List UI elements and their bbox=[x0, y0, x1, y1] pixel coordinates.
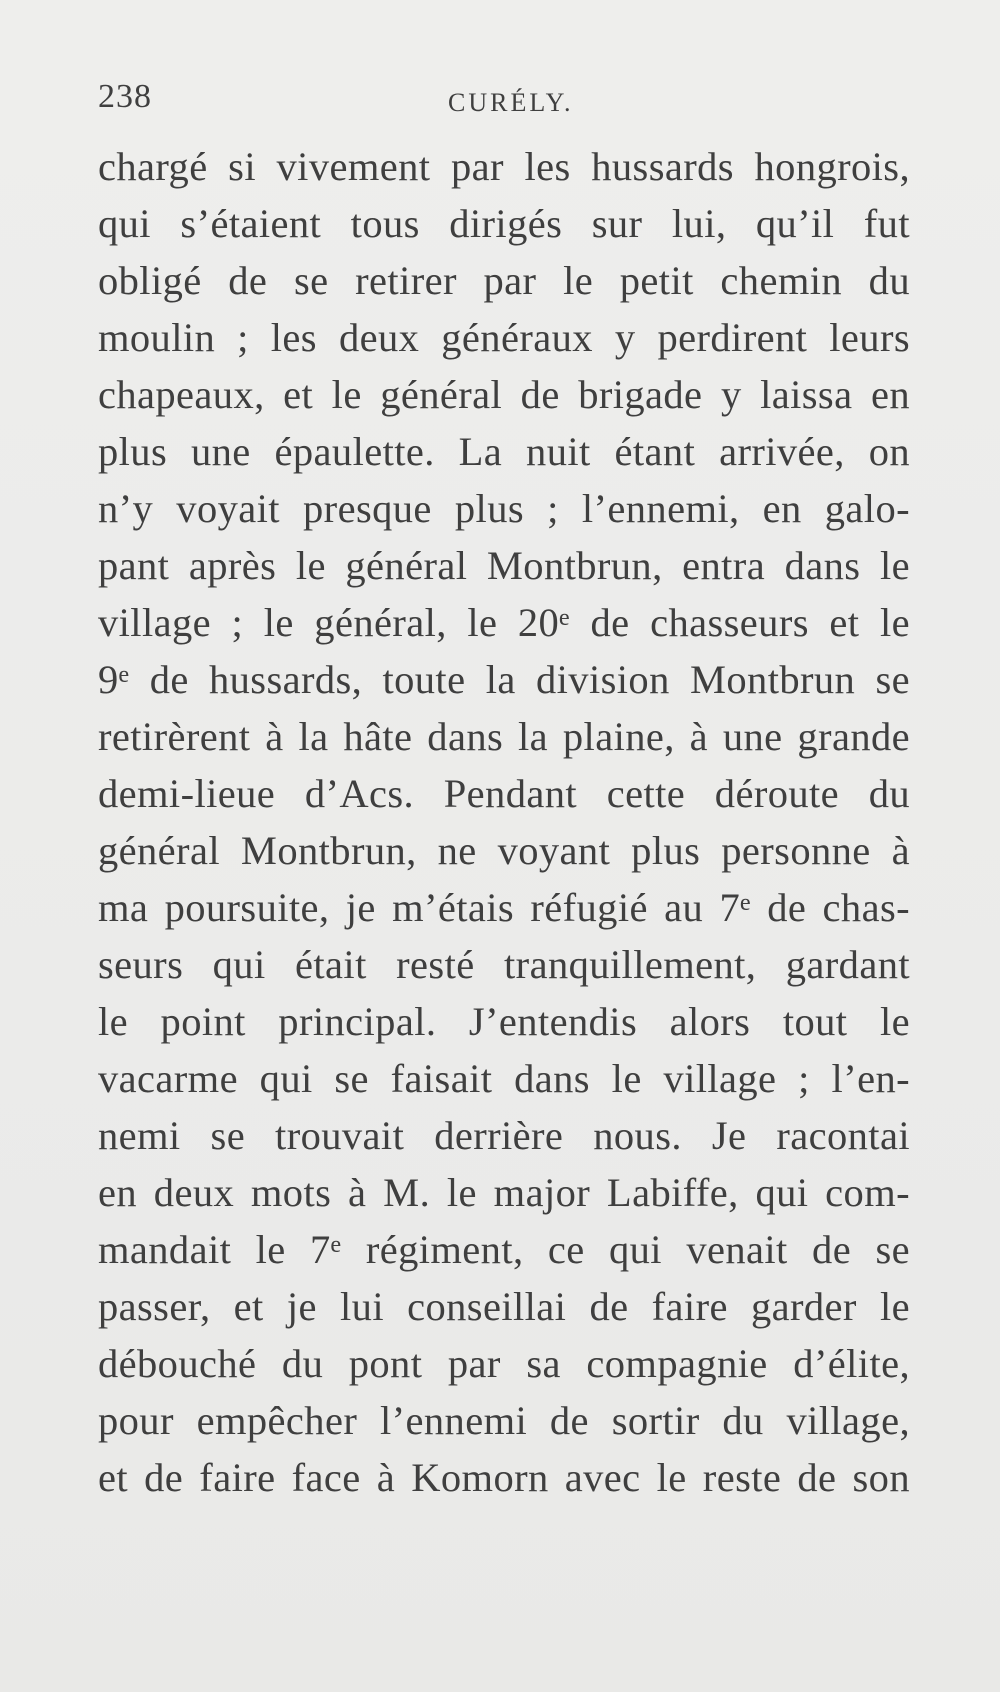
text-line: en deux mots à M. le major Labiffe, qui com- bbox=[98, 1170, 910, 1215]
running-head: CURÉLY. bbox=[448, 88, 574, 117]
text-line: demi-lieue d’Acs. Pendant cette déroute du bbox=[98, 771, 910, 816]
text-line: 9ᵉ de hussards, toute la division Montbrun se bbox=[98, 657, 910, 702]
text-line: village ; le général, le 20ᵉ de chasseurs et le bbox=[98, 600, 910, 645]
text-line: obligé de se retirer par le petit chemin du bbox=[98, 258, 910, 303]
text-line: nemi se trouvait derrière nous. Je racontai bbox=[98, 1113, 910, 1158]
text-line: chargé si vivement par les hussards hongrois, bbox=[98, 144, 910, 189]
text-line: pant après le général Montbrun, entra dans le bbox=[98, 543, 910, 588]
text-line: pour empêcher l’ennemi de sortir du village, bbox=[98, 1398, 910, 1443]
text-line: débouché du pont par sa compagnie d’élite, bbox=[98, 1341, 910, 1386]
page-number: 238 bbox=[98, 78, 152, 115]
text-line: chapeaux, et le général de brigade y laissa en bbox=[98, 372, 910, 417]
page-header bbox=[98, 78, 908, 118]
text-line: retirèrent à la hâte dans la plaine, à une grande bbox=[98, 714, 910, 759]
text-line: n’y voyait presque plus ; l’ennemi, en galo- bbox=[98, 486, 910, 531]
text-line: seurs qui était resté tranquillement, gardant bbox=[98, 942, 910, 987]
text-line: vacarme qui se faisait dans le village ; l’en- bbox=[98, 1056, 910, 1101]
text-line: moulin ; les deux généraux y perdirent leurs bbox=[98, 315, 910, 360]
text-line: et de faire face à Komorn avec le reste de son bbox=[98, 1455, 910, 1500]
text-line: plus une épaulette. La nuit étant arrivée, on bbox=[98, 429, 910, 474]
text-line: ma poursuite, je m’étais réfugié au 7ᵉ de chas- bbox=[98, 885, 910, 930]
text-line: mandait le 7ᵉ régiment, ce qui venait de se bbox=[98, 1227, 910, 1272]
text-line: passer, et je lui conseillai de faire garder le bbox=[98, 1284, 910, 1329]
text-line: qui s’étaient tous dirigés sur lui, qu’il fut bbox=[98, 201, 910, 246]
text-line: le point principal. J’entendis alors tout le bbox=[98, 999, 910, 1044]
body-text bbox=[98, 138, 910, 1506]
text-line: général Montbrun, ne voyant plus personne à bbox=[98, 828, 910, 873]
